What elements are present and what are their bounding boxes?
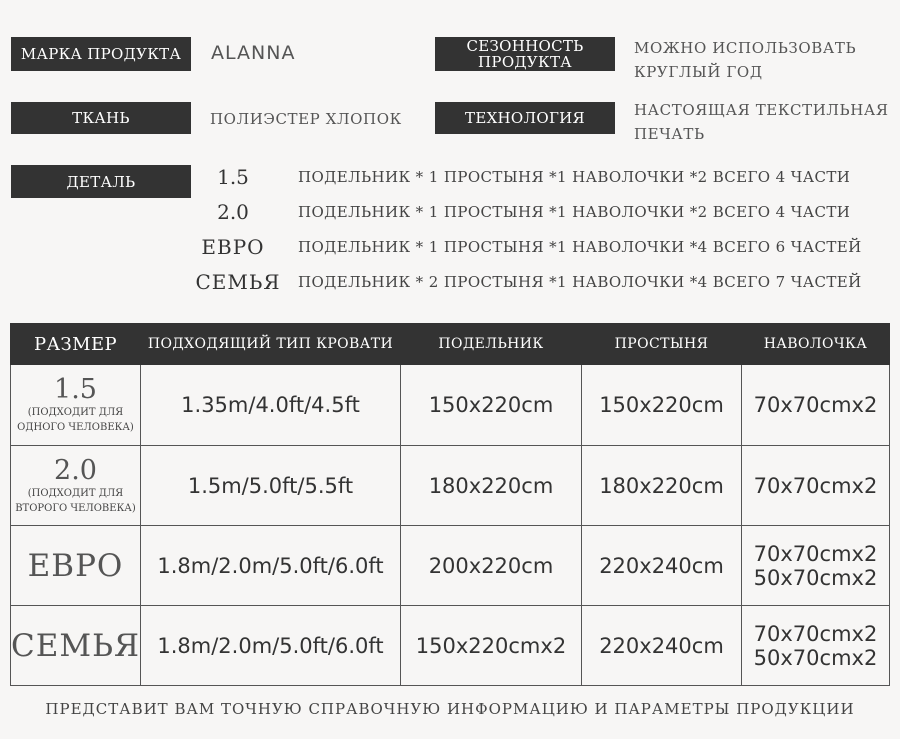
row-size: 2.0 [54,454,97,486]
table-row [11,606,890,686]
header-duvet: ПОДЕЛЬНИК [401,324,582,365]
header-size: РАЗМЕР [11,324,141,365]
fabric-label-text: ТКАНЬ [72,109,130,127]
footer-note: ПРЕДСТАВИТ ВАМ ТОЧНУЮ СПРАВОЧНУЮ ИНФОРМАЦИЮ И ПАРАМЕТРЫ ПРОДУКЦИИ [45,700,855,718]
row-pillow [742,606,890,686]
tech-value-line1: НАСТОЯЩАЯ ТЕКСТИЛЬНАЯ [634,101,889,119]
header-pillowcase: НАВОЛОЧКА [742,324,890,365]
row-bed: 1.8m/2.0m/5.0ft/6.0ft [141,606,401,686]
row-size-cell [11,446,141,526]
season-value-line2: КРУГЛЫЙ ГОД [634,63,763,81]
row-duvet: 150x220cmx2 [401,606,582,686]
season-value [634,36,856,84]
row-size: СЕМЬЯ [11,627,141,664]
season-label-text: СЕЗОННОСТЬ ПРОДУКТА [466,37,584,71]
row-pillow-1: 70x70cmx2 [753,621,878,646]
tech-label [435,102,615,134]
table-row [11,526,890,606]
row-sheet: 150x220cm [582,365,742,446]
table-row [11,446,890,526]
row-size-cell [11,365,141,446]
size-table [10,323,890,686]
row-size-cell [11,526,141,606]
row-pillow [742,365,890,446]
row-sheet: 220x240cm [582,526,742,606]
header-sheet: ПРОСТЫНЯ [582,324,742,365]
table-header-row [11,324,890,365]
row-pillow-1: 70x70cmx2 [753,541,878,566]
row-duvet: 200x220cm [401,526,582,606]
detail-label-text: ДЕТАЛЬ [66,172,136,191]
row-pillow-1: 70x70cmx2 [753,473,878,498]
brand-label-text: МАРКА ПРОДУКТА [20,45,182,63]
header-bed-type: ПОДХОДЯЩИЙ ТИП КРОВАТИ [141,324,401,365]
row-bed: 1.35m/4.0ft/4.5ft [141,365,401,446]
row-pillow-1: 70x70cmx2 [753,393,878,417]
row-size: 1.5 [54,374,97,405]
row-bed: 1.5m/5.0ft/5.5ft [141,446,401,526]
brand-value: ALANNA [211,42,296,64]
row-note-1: (ПОДХОДИТ ДЛЯ [27,487,124,499]
detail-desc-3: ПОДЕЛЬНИК * 1 ПРОСТЫНЯ *1 НАВОЛОЧКИ *4 ВСЕГО 6 ЧАСТЕЙ [298,238,862,256]
row-pillow [742,526,890,606]
row-duvet: 180x220cm [401,446,582,526]
detail-label [11,165,191,198]
row-pillow-2: 50x70cmx2 [753,645,878,670]
detail-size-1: 1.5 [217,165,249,189]
row-size-cell [11,606,141,686]
row-pillow [742,446,890,526]
fabric-value: ПОЛИЭСТЕР ХЛОПОК [210,110,402,128]
tech-value-line2: ПЕЧАТЬ [634,125,705,143]
table-row [11,365,890,446]
row-note-2: ВТОРОГО ЧЕЛОВЕКА) [15,502,136,514]
row-size: ЕВРО [27,547,124,584]
detail-size-4: СЕМЬЯ [195,270,281,294]
row-bed: 1.8m/2.0m/5.0ft/6.0ft [141,526,401,606]
detail-desc-4: ПОДЕЛЬНИК * 2 ПРОСТЫНЯ *1 НАВОЛОЧКИ *4 ВСЕГО 7 ЧАСТЕЙ [298,273,862,291]
row-note-1: (ПОДХОДИТ ДЛЯ [27,407,124,418]
detail-desc-1: ПОДЕЛЬНИК * 1 ПРОСТЫНЯ *1 НАВОЛОЧКИ *2 ВСЕГО 4 ЧАСТИ [298,168,851,186]
detail-desc-2: ПОДЕЛЬНИК * 1 ПРОСТЫНЯ *1 НАВОЛОЧКИ *2 ВСЕГО 4 ЧАСТИ [298,203,851,221]
row-sheet: 220x240cm [582,606,742,686]
brand-label [11,37,191,71]
row-note-2: ОДНОГО ЧЕЛОВЕКА) [17,422,134,433]
row-sheet: 180x220cm [582,446,742,526]
fabric-label [11,102,191,134]
row-pillow-2: 50x70cmx2 [753,565,878,590]
tech-value [634,98,889,146]
row-duvet: 150x220cm [401,365,582,446]
season-label [435,37,615,71]
season-value-line1: МОЖНО ИСПОЛЬЗОВАТЬ [634,39,857,57]
detail-size-3: ЕВРО [201,235,265,259]
tech-label-text: ТЕХНОЛОГИЯ [465,109,585,127]
detail-size-2: 2.0 [217,200,249,224]
